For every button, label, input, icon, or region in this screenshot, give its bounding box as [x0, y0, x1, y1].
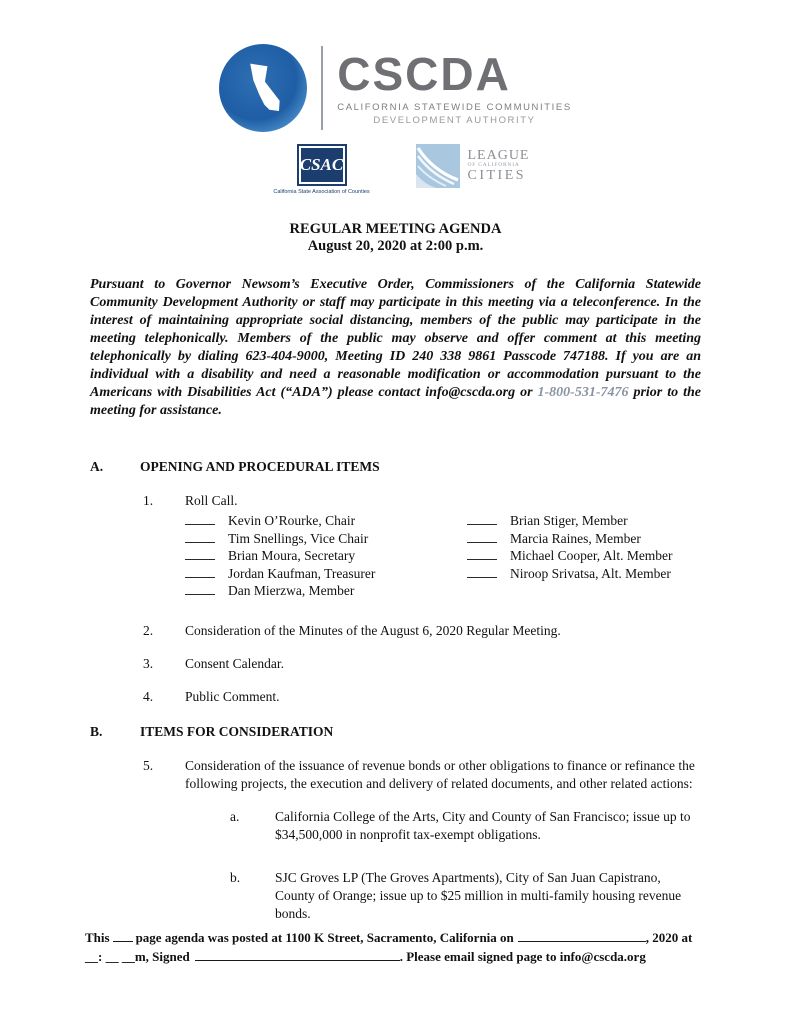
rollcall-blank-line	[185, 547, 215, 560]
rollcall-name: Tim Snellings, Vice Chair	[228, 530, 369, 546]
california-state-icon	[219, 44, 307, 132]
item-5a-text: California College of the Arts, City and County of San Francisco; issue up to $34,500,000 in nonprofit tax-exempt obligations.	[275, 808, 691, 842]
partner-logos	[0, 144, 791, 195]
item-5b-letter: b.	[230, 869, 241, 885]
cscda-acronym: CSCDA	[337, 47, 511, 100]
section-b-heading	[90, 723, 701, 741]
league-line-1: LEAGUE	[467, 148, 530, 163]
agenda-item-2	[143, 622, 701, 640]
league-line-2: OF CALIFORNIA	[467, 162, 520, 168]
league-line-3: CITIES	[467, 168, 527, 183]
rollcall-list	[185, 512, 701, 600]
posting-date-blank-line	[518, 929, 646, 942]
rollcall-blank-line	[185, 512, 215, 525]
league-of-california-cities-logo	[416, 144, 530, 188]
csac-logo	[262, 144, 382, 195]
meeting-datetime: August 20, 2020 at 2:00 p.m.	[307, 238, 484, 254]
agenda-item-3	[143, 655, 701, 673]
item-2-number: 2.	[143, 622, 154, 638]
section-a-heading	[90, 458, 701, 476]
league-logo-text	[468, 149, 530, 183]
signature-blank-line	[195, 948, 400, 961]
rollcall-row	[467, 565, 673, 583]
rollcall-left-column	[185, 512, 467, 600]
footer-seg3: , 2020 at	[645, 930, 693, 945]
section-a-title: OPENING AND PROCEDURAL ITEMS	[140, 459, 380, 474]
logo-divider	[321, 46, 323, 130]
rollcall-blank-line	[467, 565, 497, 578]
item-4-number: 4.	[143, 688, 154, 704]
rollcall-name: Marcia Raines, Member	[510, 530, 641, 546]
rollcall-blank-line	[185, 582, 215, 595]
section-a-letter: A.	[90, 459, 104, 474]
item-2-text: Consideration of the Minutes of the August 6, 2020 Regular Meeting.	[185, 622, 561, 638]
header	[0, 0, 791, 195]
page-count-blank-line	[113, 929, 133, 942]
rollcall-row	[467, 530, 673, 548]
footer-seg1: This	[85, 930, 110, 945]
rollcall-name: Kevin O’Rourke, Chair	[228, 513, 356, 528]
item-5-text: Consideration of the issuance of revenue bonds or other obligations to finance or refinance the following projects, the execution and delivery of related documents, and other related actions:	[185, 757, 695, 791]
agenda-item-1	[143, 492, 701, 510]
rollcall-row	[467, 512, 673, 530]
league-swoosh-icon	[416, 144, 460, 188]
rollcall-name: Jordan Kaufman, Treasurer	[228, 565, 376, 581]
agenda-item-4	[143, 688, 701, 706]
agenda-item-5b	[230, 869, 701, 923]
rollcall-blank-line	[467, 512, 497, 525]
rollcall-name: Dan Mierzwa, Member	[228, 583, 355, 598]
footer-seg4: __: __ __m, Signed	[85, 949, 190, 964]
rollcall-name: Michael Cooper, Alt. Member	[510, 548, 673, 563]
rollcall-row	[185, 547, 467, 565]
item-3-text: Consent Calendar.	[185, 655, 284, 671]
rollcall-row	[185, 512, 467, 530]
cscda-subline-2: DEVELOPMENT AUTHORITY	[373, 114, 536, 126]
item-3-number: 3.	[143, 655, 154, 671]
rollcall-name: Brian Moura, Secretary	[228, 548, 356, 563]
rollcall-name: Brian Stiger, Member	[510, 513, 628, 528]
item-5b-text: SJC Groves LP (The Groves Apartments), City of San Juan Capistrano, County of Orange; issue up to $25 million in multi-family housing revenue bonds.	[275, 869, 682, 921]
csac-caption: California State Association of Counties	[273, 189, 370, 195]
footer-seg5: . Please email signed page to	[399, 949, 560, 964]
posting-certification-footer	[85, 928, 725, 966]
agenda-item-5a	[230, 808, 701, 844]
cscda-logo	[0, 44, 791, 132]
rollcall-row	[467, 547, 673, 565]
rollcall-row	[185, 565, 467, 583]
meeting-title: REGULAR MEETING AGENDA	[289, 221, 502, 237]
csac-acronym: CSAC	[299, 155, 344, 174]
csac-logo-icon	[297, 144, 347, 186]
footer-email: info@cscda.org	[559, 949, 646, 964]
rollcall-name: Niroop Srivatsa, Alt. Member	[510, 565, 671, 581]
teleconference-notice	[90, 276, 701, 420]
section-b-title: ITEMS FOR CONSIDERATION	[140, 723, 334, 739]
agenda-item-5	[143, 757, 701, 793]
rollcall-blank-line	[467, 547, 497, 560]
rollcall-row	[185, 582, 467, 600]
footer-line-2	[85, 947, 725, 966]
cscda-subline-1: CALIFORNIA STATEWIDE COMMUNITIES	[337, 101, 572, 113]
item-5a-letter: a.	[230, 808, 240, 824]
footer-line-1	[85, 928, 725, 947]
section-b-letter: B.	[90, 723, 103, 739]
cscda-logo-text	[337, 47, 572, 126]
agenda-outline	[90, 458, 701, 923]
notice-text-after-phone: prior to the meeting for assistance.	[90, 385, 701, 418]
footer-seg2: page agenda was posted at 1100 K Street, Sacramento, California on	[135, 930, 514, 945]
notice-text-before-phone: Pursuant to Governor Newsom’s Executive Order, Commissioners of the California Statewide Community Development Authority or staff may participate in this meeting via a teleconference. In the interest of maintaining appropriate social distancing, members of the public may participate in the meeting telephonically. Members of the public may observe and offer comment at this meeting telephonically by dialing 623-404-9000, Meeting ID 240 338 9861 Passcode 747188. If you are an individual with a disability and need a reasonable modification or accommodation pursuant to the Americans with Disabilities Act (“ADA”) please contact info@cscda.org or	[90, 277, 701, 400]
rollcall-blank-line	[185, 565, 215, 578]
item-5-number: 5.	[143, 757, 154, 773]
ada-phone-link[interactable]: 1-800-531-7476	[537, 385, 629, 400]
meeting-title-block	[0, 221, 791, 255]
rollcall-right-column	[467, 512, 673, 600]
rollcall-blank-line	[185, 530, 215, 543]
item-1-text: Roll Call.	[185, 493, 238, 508]
rollcall-row	[185, 530, 467, 548]
rollcall-blank-line	[467, 530, 497, 543]
item-4-text: Public Comment.	[185, 688, 280, 704]
item-1-number: 1.	[143, 493, 154, 508]
